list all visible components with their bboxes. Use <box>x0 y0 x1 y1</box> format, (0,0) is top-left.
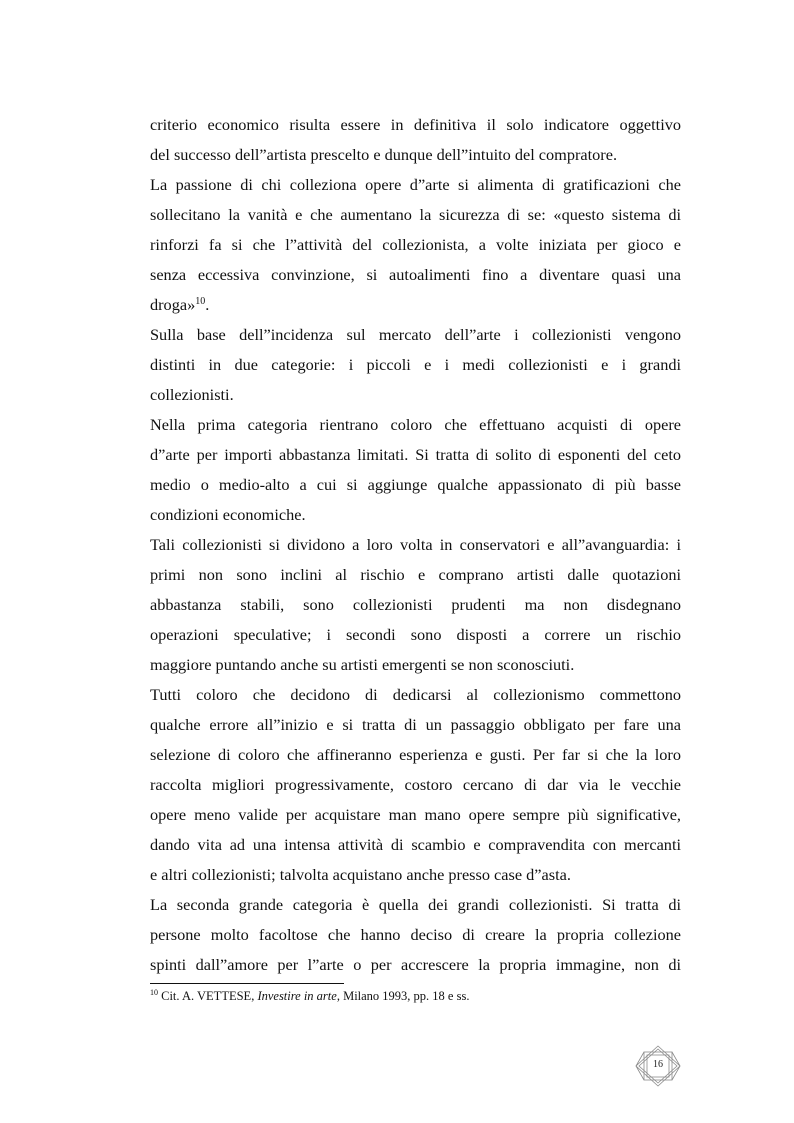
footnote-reference[interactable]: 10 <box>195 296 206 307</box>
text-line: primi non sono inclini al rischio e comprano artisti dalle quotazioni <box>150 565 681 584</box>
footnote-title: Investire in arte <box>257 989 337 1003</box>
text-line: selezione di coloro che affineranno esperienza e gusti. Per far si che la loro <box>150 745 681 764</box>
paragraph-7 <box>150 890 681 980</box>
footnote-separator <box>150 983 344 984</box>
paragraph-6 <box>150 680 681 890</box>
text-line: criterio economico risulta essere in definitiva il solo indicatore oggettivo <box>150 115 681 134</box>
page-number-badge <box>635 1045 681 1087</box>
footnote-prefix: Cit. A. V <box>158 989 207 1003</box>
text-line: medio o medio-alto a cui si aggiunge qualche appassionato di più basse <box>150 475 681 494</box>
footnote-suffix: , Milano 1993, pp. 18 e ss. <box>336 989 470 1003</box>
text-line: La seconda grande categoria è quella dei grandi collezionisti. Si tratta di <box>150 895 681 914</box>
text-line: distinti in due categorie: i piccoli e i medi collezionisti e i grandi <box>150 355 681 374</box>
text-line: Nella prima categoria rientrano coloro che effettuano acquisti di opere <box>150 415 681 434</box>
page-number: 16 <box>653 1059 663 1070</box>
text-line: Sulla base dell”incidenza sul mercato dell”arte i collezionisti vengono <box>150 325 681 344</box>
text-line: rinforzi fa si che l”attività del collezionista, a volte iniziata per gioco e <box>150 235 681 254</box>
text-line: raccolta migliori progressivamente, costoro cercano di dar via le vecchie <box>150 775 681 794</box>
text-line: collezionisti. <box>150 385 234 404</box>
text-line: spinti dall”amore per l”arte o per accrescere la propria immagine, non di <box>150 955 681 974</box>
text-line: opere meno valide per acquistare man mano opere sempre più significative, <box>150 805 681 824</box>
footnote-number: 10 <box>150 988 158 997</box>
text-line: dando vita ad una intensa attività di scambio e compravendita con mercanti <box>150 835 681 854</box>
footnote <box>150 988 469 1004</box>
text-line: condizioni economiche. <box>150 505 306 524</box>
text-line: d”arte per importi abbastanza limitati. Si tratta di solito di esponenti del ceto <box>150 445 681 464</box>
text-line: e altri collezionisti; talvolta acquistano anche presso case d”asta. <box>150 865 571 884</box>
text-line <box>150 290 681 320</box>
text-line: senza eccessiva convinzione, si autoalimenti fino a diventare quasi una <box>150 265 681 284</box>
text-line: del successo dell”artista prescelto e dunque dell”intuito del compratore. <box>150 145 618 164</box>
text-line: abbastanza stabili, sono collezionisti prudenti ma non disdegnano <box>150 595 681 614</box>
text-line: La passione di chi colleziona opere d”arte si alimenta di gratificazioni che <box>150 175 681 194</box>
text-line: operazioni speculative; i secondi sono disposti a correre un rischio <box>150 625 681 644</box>
period: . <box>205 295 210 314</box>
paragraph-4 <box>150 410 681 530</box>
text-line: maggiore puntando anche su artisti emergenti se non sconosciuti. <box>150 655 575 674</box>
text-line: sollecitano la vanità e che aumentano la sicurezza di se: «questo sistema di <box>150 205 681 224</box>
body-text <box>150 110 681 980</box>
quote-end: droga» <box>150 295 196 314</box>
text-line: persone molto facoltose che hanno deciso di creare la propria collezione <box>150 925 681 944</box>
paragraph-2 <box>150 170 681 320</box>
text-line: qualche errore all”inizio e si tratta di un passaggio obbligato per fare una <box>150 715 681 734</box>
footnote-author-smallcaps: ETTESE <box>206 989 252 1003</box>
paragraph-3 <box>150 320 681 410</box>
paragraph-1 <box>150 110 681 170</box>
text-line: Tutti coloro che decidono di dedicarsi al collezionismo commettono <box>150 685 681 704</box>
paragraph-5 <box>150 530 681 680</box>
text-line: Tali collezionisti si dividono a loro volta in conservatori e all”avanguardia: i <box>150 535 681 554</box>
footnote-separator-text: , <box>251 989 258 1003</box>
